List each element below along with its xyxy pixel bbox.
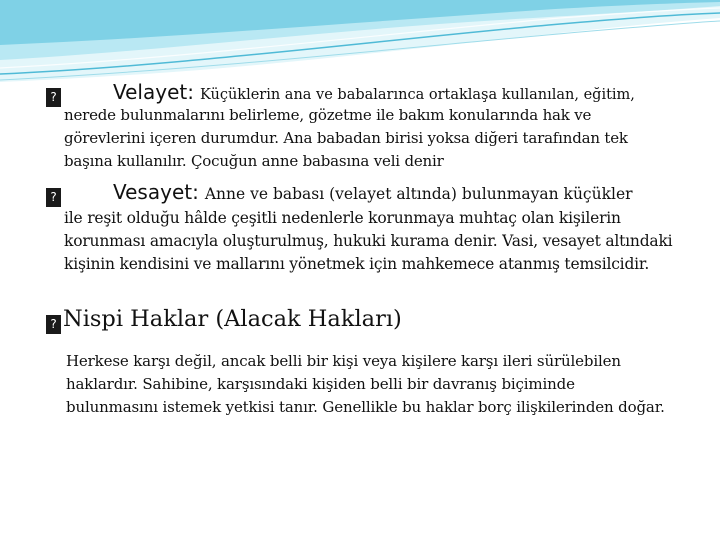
vesayet-first-line bbox=[46, 180, 633, 205]
section-heading-text: Nispi Haklar (Alacak Hakları) bbox=[63, 306, 402, 332]
vesayet-body-text: ile reşit olduğu hâlde çeşitli nedenlerle korunmaya muhtaç olan kişilerin korunması amacıyla oluşturulmuş, hukuki kurama denir. Vasi, vesayet altındaki kişinin kendisini ve mallarını yönetmek için mahkemece atanmış temsilcidir. bbox=[64, 209, 673, 273]
velayet-first-line bbox=[46, 80, 635, 105]
vesayet-lead-text: Anne ve babası (velayet altında) bulunmayan küçükler bbox=[204, 185, 633, 203]
vesayet-term: Vesayet: bbox=[113, 180, 199, 204]
section-paragraph: Herkese karşı değil, ancak belli bir kişi veya kişilere karşı ileri sürülebilen haklardır. Sahibine, karşısındaki kişiden belli bir davranış biçiminde bulunmasını istemek yetkisi tanır. Genellikle bu haklar borç ilişkilerinden doğar. bbox=[66, 352, 665, 416]
velayet-term: Velayet: bbox=[113, 80, 194, 104]
bullet-icon: ? bbox=[46, 188, 61, 207]
velayet-lead-text: Küçüklerin ana ve babalarınca ortaklaşa kullanılan, eğitim, bbox=[199, 87, 635, 103]
section-heading bbox=[46, 306, 402, 332]
velayet-body-text: nerede bulunmalarını belirleme, gözetme ile bakım konularında hak ve görevlerini içeren durumdur. Ana babadan birisi yoksa diğeri tarafından tek başına kullanılır. Çocuğun anne babasına veli denir bbox=[64, 106, 628, 170]
bullet-icon: ? bbox=[46, 315, 61, 334]
bullet-icon: ? bbox=[46, 88, 61, 107]
